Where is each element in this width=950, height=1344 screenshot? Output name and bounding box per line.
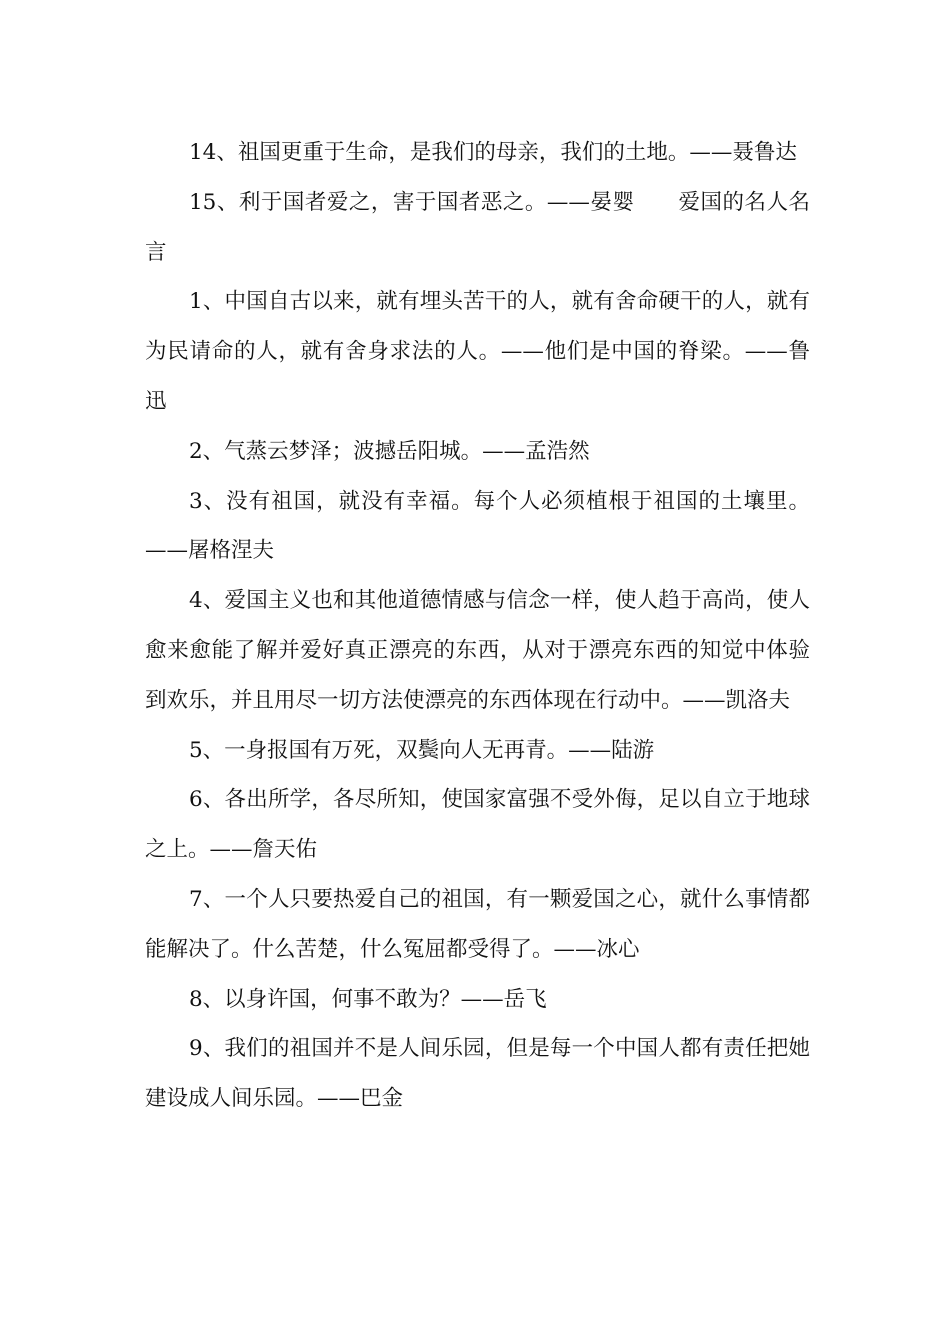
- paragraph-quote-6: 6、各出所学，各尽所知，使国家富强不受外侮，足以自立于地球之上。——詹天佑: [145, 787, 810, 863]
- paragraph-quote-3: 3、没有祖国，就没有幸福。每个人必须植根于祖国的土壤里。——屠格涅夫: [145, 488, 810, 564]
- paragraph-quote-9: 9、我们的祖国并不是人间乐园，但是每一个中国人都有责任把她建设成人间乐园。——巴金: [145, 1036, 810, 1112]
- paragraph-quote-14: 14、祖国更重于生命，是我们的母亲，我们的土地。——聂鲁达: [189, 140, 797, 165]
- paragraph-quote-1: 1、中国自古以来，就有埋头苦干的人，就有舍命硬干的人，就有为民请命的人，就有舍身求法的人。——他们是中国的脊梁。——鲁迅: [145, 289, 810, 414]
- paragraph-quote-2: 2、气蒸云梦泽；波撼岳阳城。——孟浩然: [189, 438, 590, 464]
- document-body: [145, 128, 810, 1124]
- paragraph-quote-8: 8、以身许国，何事不敢为？——岳飞: [189, 986, 547, 1012]
- paragraph-quote-15: 15、利于国者爱之，害于国者恶之。——晏婴 爱国的名人名言: [145, 189, 810, 265]
- paragraph-quote-7: 7、一个人只要热爱自己的祖国，有一颗爱国之心，就什么事情都能解决了。什么苦楚，什么冤屈都受得了。——冰心: [145, 886, 810, 962]
- paragraph-quote-5: 5、一身报国有万死，双鬓向人无再青。——陆游: [189, 737, 655, 763]
- paragraph-quote-4: 4、爱国主义也和其他道德情感与信念一样，使人趋于高尚，使人愈来愈能了解并爱好真正漂亮的东西，从对于漂亮东西的知觉中体验到欢乐，并且用尽一切方法使漂亮的东西体现在行动中。——凯洛夫: [145, 588, 810, 713]
